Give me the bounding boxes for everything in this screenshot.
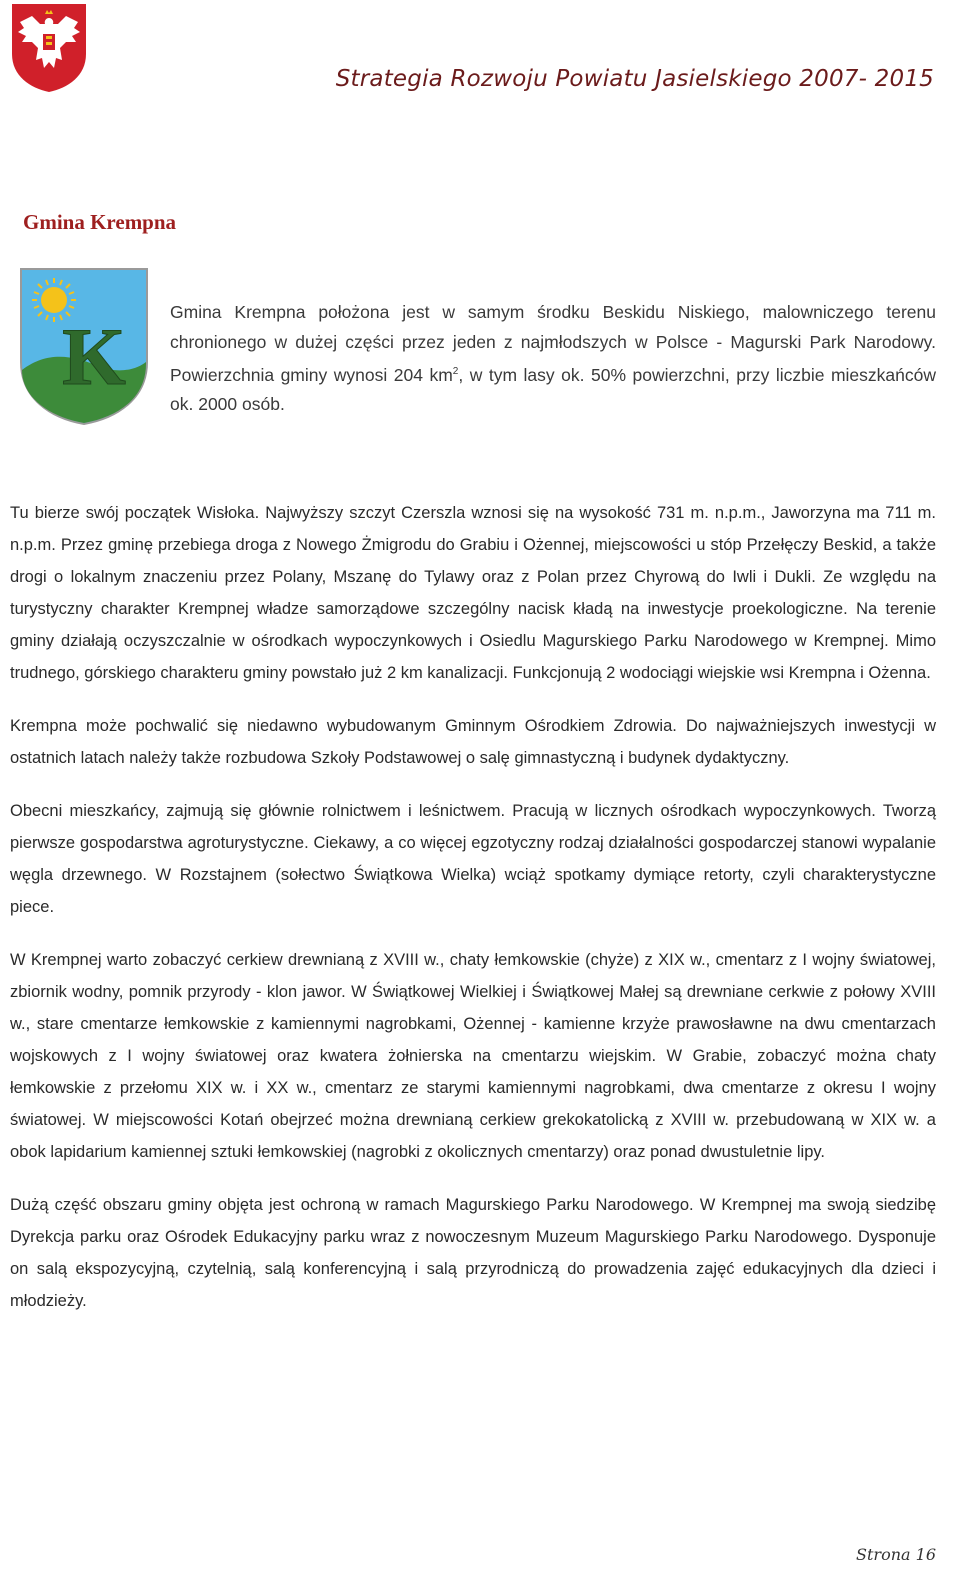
body-text (10, 497, 936, 1338)
intro-paragraph (170, 298, 936, 420)
paragraph: Tu bierze swój początek Wisłoka. Najwyższy szczyt Czerszla wznosi się na wysokość 731 m. n.p.m., Jaworzyna ma 711 m. n.p.m. Przez gminę przebiega droga z Nowego Żmigrodu do Grabiu i Ożennej, miejscowości u stóp Przełęczy Beskid, a także drogi o lokalnym znaczeniu przez Polany, Mszanę do Tylawy oraz z Polan przez Chyrową do Iwli i Dukli. Ze względu na turystyczny charakter Krempnej władze samorządowe szczególny nacisk kładą na inwestycje proekologiczne. Na terenie gminy działają oczyszczalnie w ośrodkach wypoczynkowych i Osiedlu Magurskiego Parku Narodowego w Krempnej. Mimo trudnego, górskiego charakteru gminy powstało już 2 km kanalizacji. Funkcjonują 2 wodociągi wiejskie wsi Krempna i Ożenna. (10, 504, 936, 682)
paragraph: Dużą część obszaru gminy objęta jest ochroną w ramach Magurskiego Parku Narodowego. W Krempnej ma swoją siedzibę Dyrekcja parku oraz Ośrodek Edukacyjny parku wraz z nowoczesnym Muzeum Magurskiego Parku Narodowego. Dysponuje on salą ekspozycyjną, czytelnią, salą konferencyjną i salą przyrodniczą do prowadzenia zajęć edukacyjnych dla dzieci i młodzieży. (10, 1196, 936, 1310)
emblem-letter: K (62, 311, 126, 402)
intro-text-continued: , w tym lasy ok. 50% powierzchni, przy liczbie mieszkańców ok. 2000 osób. (170, 364, 936, 415)
paragraph: Krempna może pochwalić się niedawno wybudowanym Gminnym Ośrodkiem Zdrowia. Do najważniejszych inwestycji w ostatnich latach należy także rozbudowa Szkoły Podstawowej o salę gimnastyczną i budynek dydaktyczny. (10, 717, 936, 767)
section-title: Gmina Krempna (23, 210, 177, 234)
page-number: Strona 16 (856, 1545, 936, 1564)
paragraph: Obecni mieszkańcy, zajmują się głównie rolnictwem i leśnictwem. Pracują w licznych ośrodkach wypoczynkowych. Tworzą pierwsze gospodarstwa agroturystyczne. Ciekawy, a co więcej egzotyczny rodzaj działalności gospodarczej stanowi wypalanie węgla drzewnego. W Rozstajnem (sołectwo Świątkowa Wielka) wciąż spotkamy dymiące retorty, czyli charakterystyczne piece. (10, 802, 936, 916)
document-header-title: Strategia Rozwoju Powiatu Jasielskiego 2007- 2015 (335, 66, 934, 92)
powiat-coat-of-arms-icon (10, 2, 88, 94)
intro-text: Gmina Krempna położona jest w samym środku Beskidu Niskiego, malowniczego terenu chronionego w dużej części przez jeden z najmłodszych w Polsce - Magurski Park Narodowy. Powierzchnia gminy wynosi 204 km (170, 302, 936, 385)
intro-superscript: 2 (452, 366, 459, 377)
paragraph: W Krempnej warto zobaczyć cerkiew drewnianą z XVIII w., chaty łemkowskie (chyże) z XIX w., cmentarz z I wojny światowej, zbiornik wodny, pomnik przyrody - klon jawor. W Świątkowej Wielkiej i Świątkowej Małej są drewniane cerkwie z połowy XVIII w., stare cmentarze łemkowskie z kamiennymi nagrobkami, Ożennej - kamienne krzyże prawosławne na dwu cmentarzach wojskowych z I wojny światowej oraz kwatera żołnierska na cmentarzu wiejskim. W Grabie, zobaczyć można chaty łemkowskie z przełomu XIX w. i XX w., cmentarz ze starymi kamiennymi nagrobkami, dwa cmentarze z okresu I wojny światowej. W miejscowości Kotań obejrzeć można drewnianą cerkiew grekokatolicką z XVIII w. przebudowaną w XIX w. a obok lapidarium kamiennej sztuki łemkowskiej (nagrobki z okolicznych cmentarzy) oraz ponad dwustuletnie lipy. (10, 951, 936, 1161)
gmina-krempna-emblem-icon (18, 266, 150, 426)
